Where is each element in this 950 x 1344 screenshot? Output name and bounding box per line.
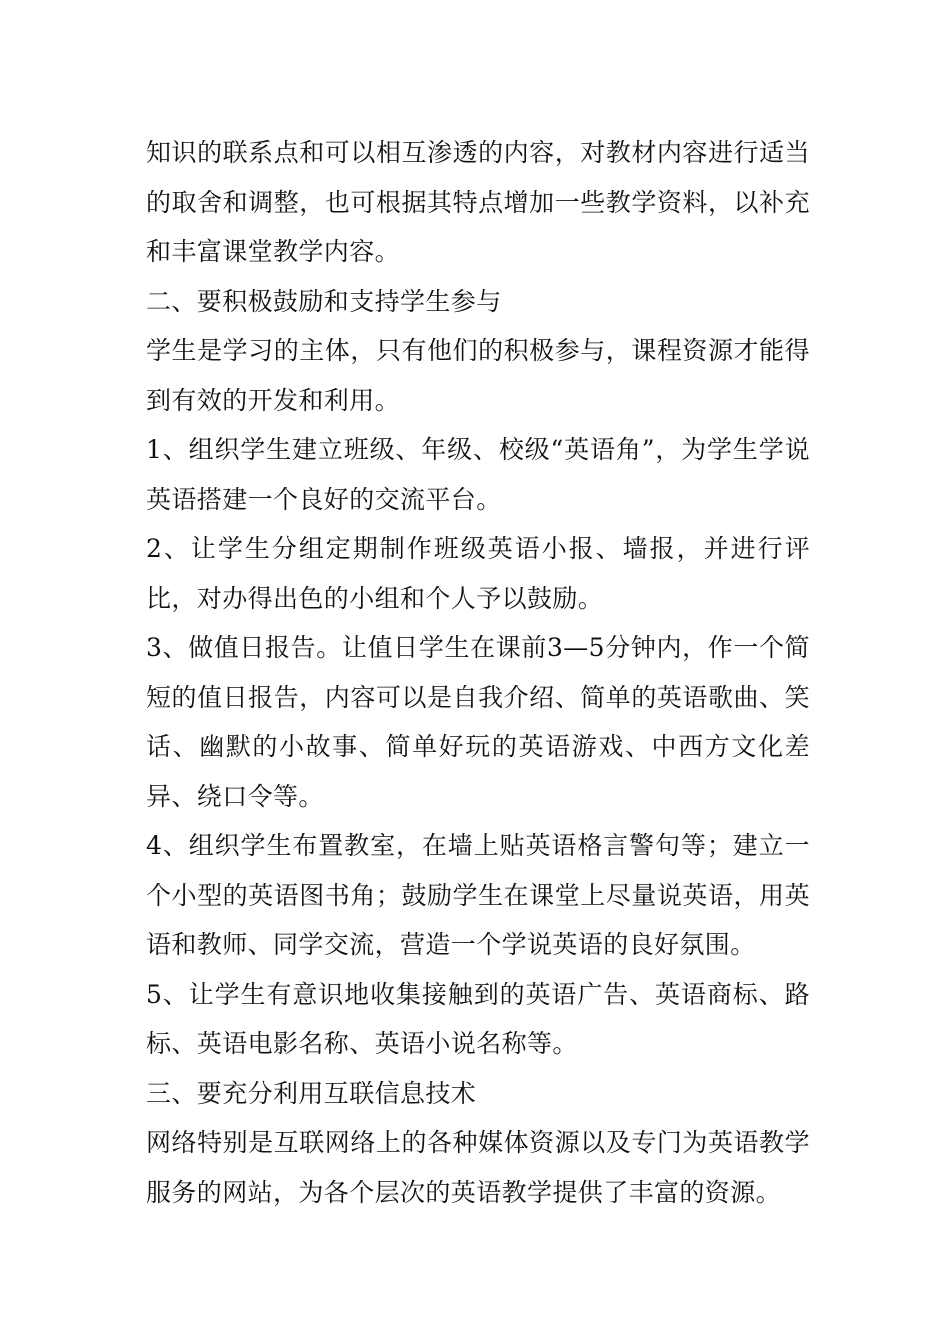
paragraph-intro-2: 学生是学习的主体，只有他们的积极参与，课程资源才能得到有效的开发和利用。 [146,336,810,415]
list-item-4: 4、组织学生布置教室，在墙上贴英语格言警句等；建立一个小型的英语图书角；鼓励学生在课堂上尽量说英语，用英语和教师、同学交流，营造一个学说英语的良好氛围。 [146,831,810,959]
paragraph-intro-3: 网络特别是互联网络上的各种媒体资源以及专门为英语教学服务的网站，为各个层次的英语教学提供了丰富的资源。 [146,1128,810,1207]
list-item-1: 1、组织学生建立班级、年级、校级“英语角”，为学生学说英语搭建一个良好的交流平台。 [146,435,810,514]
list-item-5: 5、让学生有意识地收集接触到的英语广告、英语商标、路标、英语电影名称、英语小说名称等。 [146,979,810,1058]
paragraph-continuation: 知识的联系点和可以相互渗透的内容，对教材内容进行适当的取舍和调整，也可根据其特点增加一些教学资料，以补充和丰富课堂教学内容。 [146,138,810,266]
section-heading-3: 三、要充分利用互联信息技术 [146,1078,477,1108]
list-item-3: 3、做值日报告。让值日学生在课前3—5分钟内，作一个简短的值日报告，内容可以是自我介绍、简单的英语歌曲、笑话、幽默的小故事、简单好玩的英语游戏、中西方文化差异、绕口令等。 [146,633,810,811]
list-item-2: 2、让学生分组定期制作班级英语小报、墙报，并进行评比，对办得出色的小组和个人予以鼓励。 [146,534,810,613]
section-heading-2: 二、要积极鼓励和支持学生参与 [146,286,502,316]
